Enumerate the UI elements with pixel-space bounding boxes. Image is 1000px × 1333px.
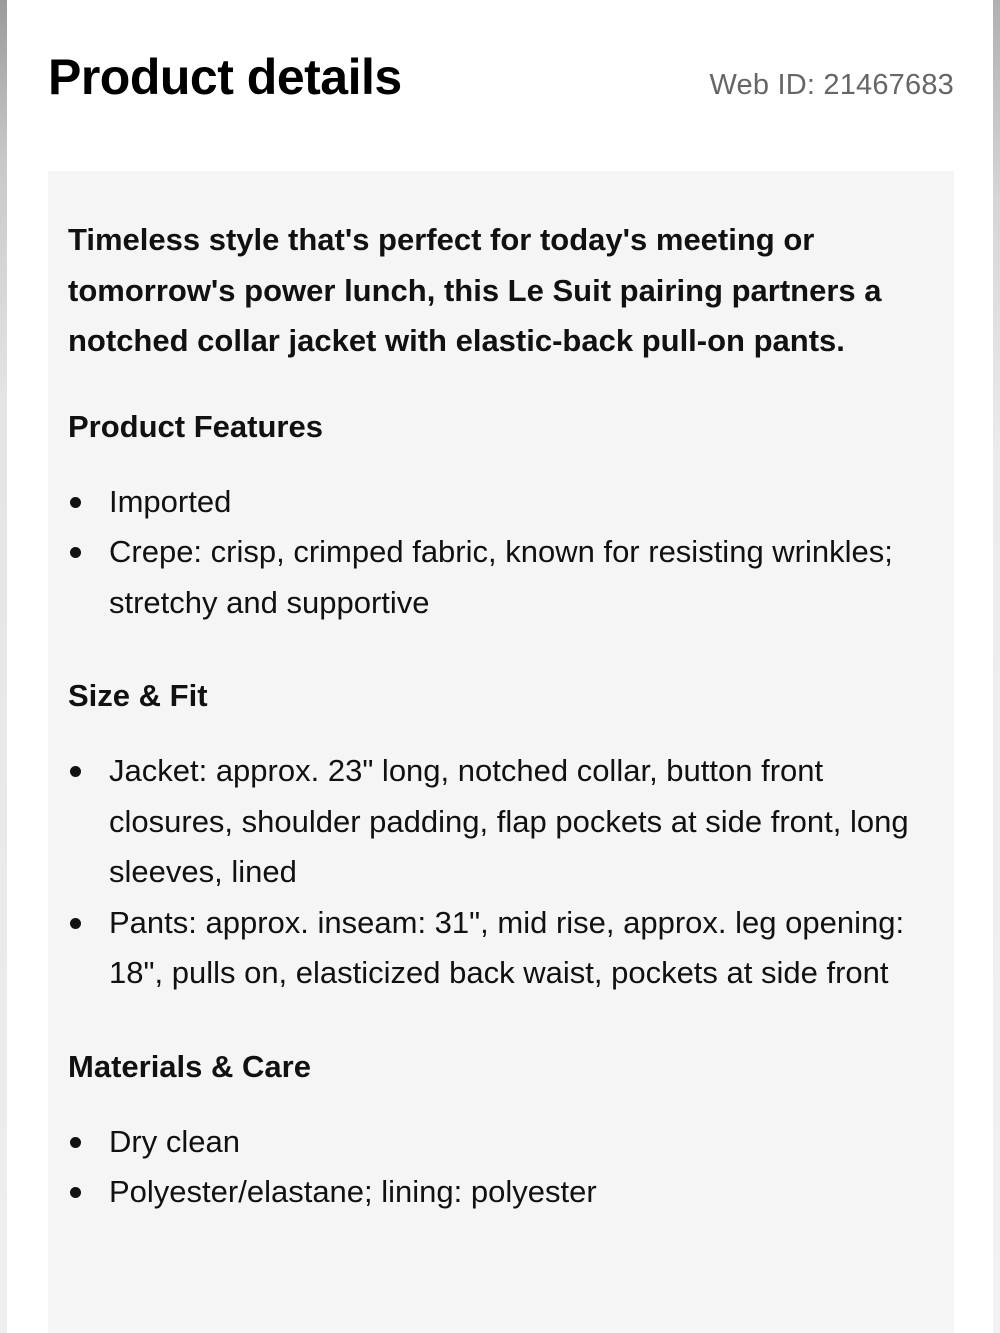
product-features-list	[68, 477, 934, 629]
list-item	[68, 1167, 933, 1218]
section-heading-size-fit: Size & Fit	[68, 678, 208, 713]
list-item	[68, 1117, 933, 1168]
list-item	[68, 746, 933, 898]
page-title: Product details	[48, 49, 402, 105]
bullet-icon	[70, 918, 81, 929]
product-details-panel	[48, 171, 954, 1333]
window-edge-right	[993, 0, 1000, 1333]
bullet-icon	[70, 497, 81, 508]
list-item-text: Imported	[109, 483, 232, 519]
list-item	[68, 527, 933, 628]
section-heading-product-features: Product Features	[68, 408, 323, 444]
bullet-icon	[70, 1137, 81, 1148]
list-item-text: Jacket: approx. 23" long, notched collar, button front closures, shoulder padding, flap pockets at side front, long sleeves, lined	[109, 753, 909, 889]
bullet-icon	[70, 1187, 81, 1198]
web-id-label: Web ID: 21467683	[709, 69, 954, 101]
list-item	[68, 477, 933, 528]
size-fit-list	[68, 746, 934, 999]
section-heading-materials-care: Materials & Care	[68, 1048, 311, 1084]
materials-care-list	[68, 1117, 934, 1218]
bullet-icon	[70, 766, 81, 777]
list-item-text: Crepe: crisp, crimped fabric, known for resisting wrinkles; stretchy and supportive	[109, 534, 893, 620]
window-edge-left	[0, 0, 7, 1333]
product-description: Timeless style that's perfect for today's meeting or tomorrow's power lunch, this Le Suit pairing partners a notched collar jacket with elastic-back pull-on pants.	[68, 222, 882, 358]
list-item-text: Dry clean	[109, 1123, 240, 1159]
list-item-text: Pants: approx. inseam: 31", mid rise, approx. leg opening: 18", pulls on, elasticized back waist, pockets at side front	[109, 904, 905, 990]
list-item	[68, 898, 933, 999]
list-item-text: Polyester/elastane; lining: polyester	[109, 1174, 597, 1209]
product-details-header	[48, 44, 954, 114]
bullet-icon	[70, 547, 81, 558]
